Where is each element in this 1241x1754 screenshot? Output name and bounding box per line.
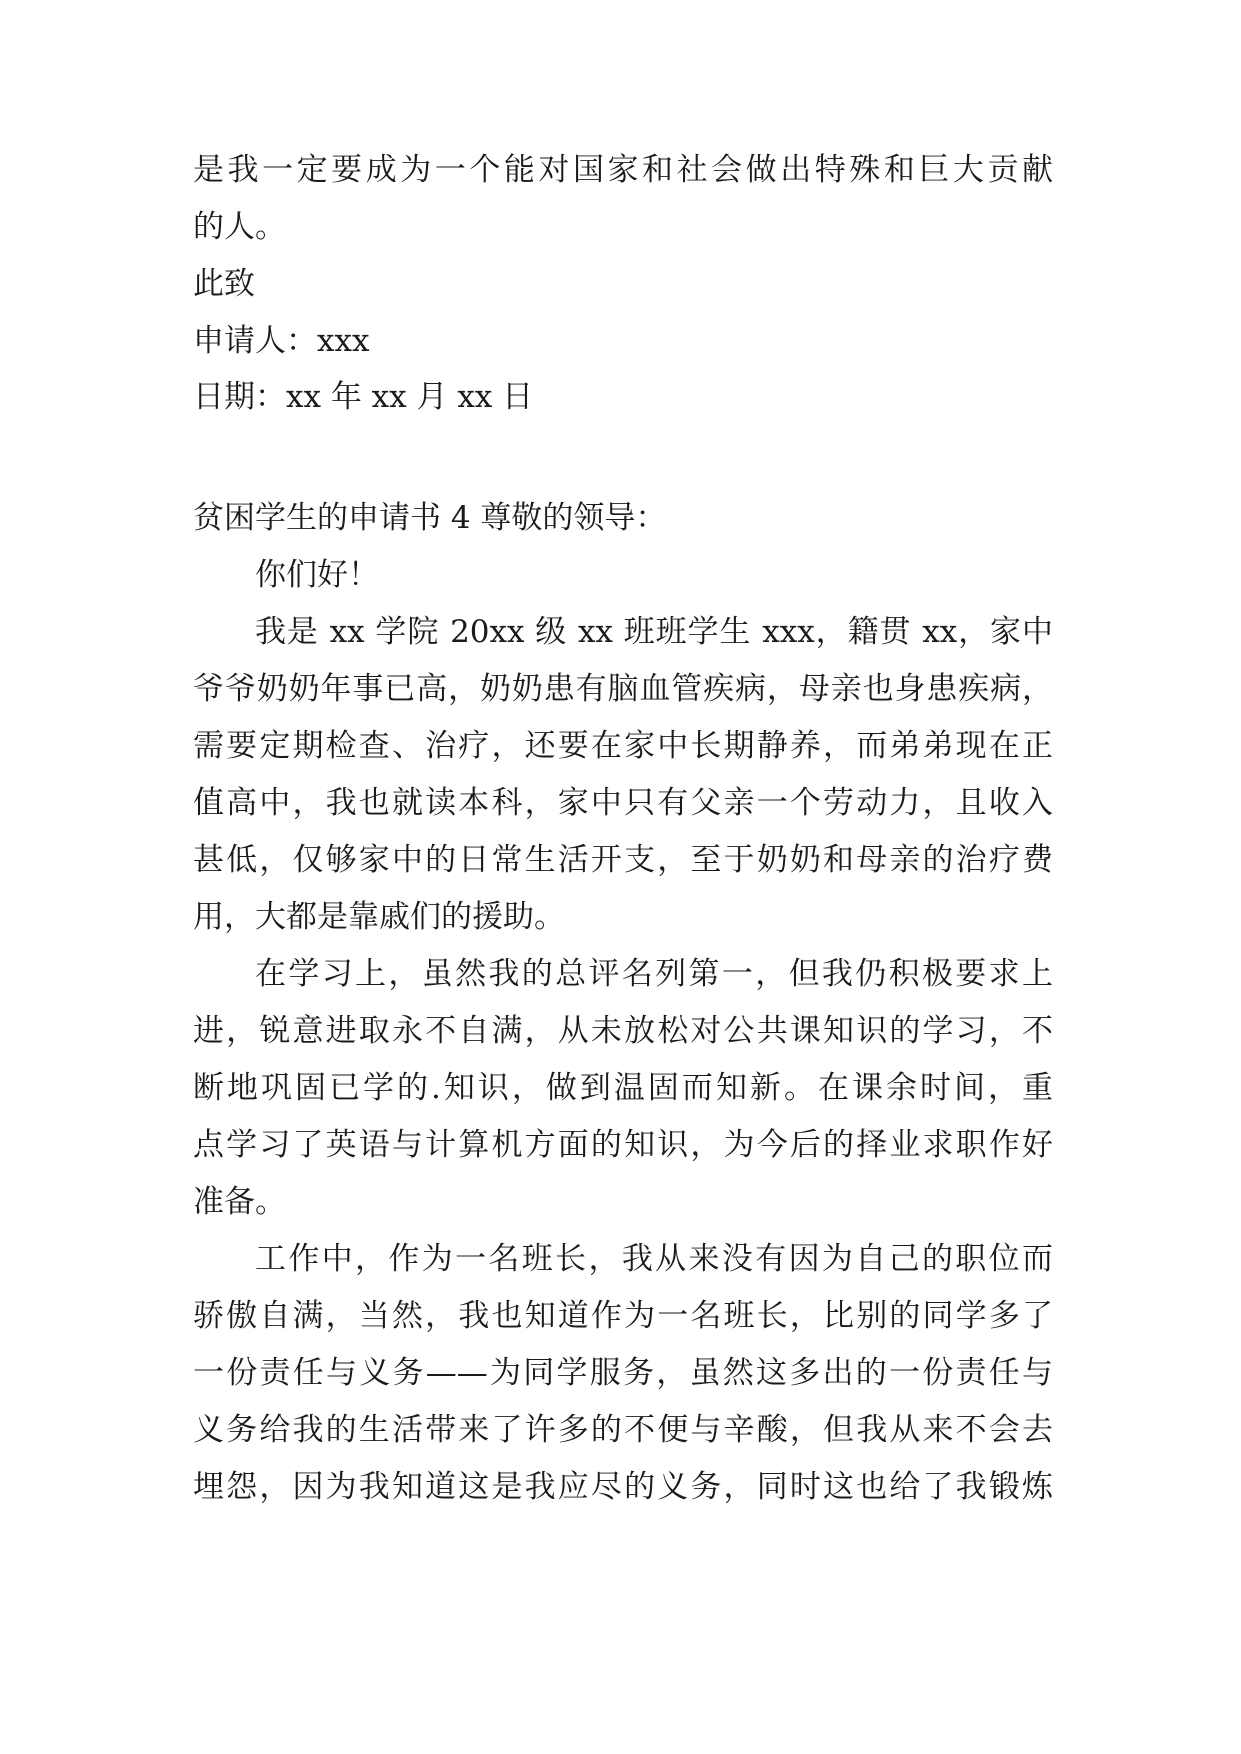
section-heading: 贫困学生的申请书 4 尊敬的领导： — [193, 500, 667, 536]
paragraph-1-line-6: 用，大都是靠戚们的援助。 — [193, 899, 565, 935]
paragraph-3-line-1: 工作中，作为一名班长，我从来没有因为自己的职位而 — [255, 1241, 1053, 1277]
paragraph-2-line-5: 准备。 — [193, 1184, 286, 1220]
paragraph-3-line-4: 义务给我的生活带来了许多的不便与辛酸，但我从来不会去 — [193, 1412, 1053, 1448]
closing-salutation: 此致 — [193, 266, 255, 302]
paragraph-3-line-2: 骄傲自满，当然，我也知道作为一名班长，比别的同学多了 — [193, 1298, 1053, 1334]
greeting: 你们好！ — [255, 557, 379, 593]
paragraph-2-line-1: 在学习上，虽然我的总评名列第一，但我仍积极要求上 — [255, 956, 1053, 992]
paragraph-1-line-2: 爷爷奶奶年事已高，奶奶患有脑血管疾病，母亲也身患疾病， — [193, 671, 1053, 707]
text-line-1: 是我一定要成为一个能对国家和社会做出特殊和巨大贡献 — [193, 152, 1053, 188]
paragraph-1-line-4: 值高中，我也就读本科，家中只有父亲一个劳动力，且收入 — [193, 785, 1053, 821]
paragraph-2-line-4: 点学习了英语与计算机方面的知识，为今后的择业求职作好 — [193, 1127, 1053, 1163]
paragraph-1-line-5: 甚低，仅够家中的日常生活开支，至于奶奶和母亲的治疗费 — [193, 842, 1053, 878]
paragraph-3-line-5: 埋怨，因为我知道这是我应尽的义务，同时这也给了我锻炼 — [193, 1469, 1053, 1505]
applicant-line: 申请人：xxx — [193, 323, 370, 359]
date-line: 日期：xx 年 xx 月 xx 日 — [193, 379, 534, 415]
paragraph-3-line-3: 一份责任与义务——为同学服务，虽然这多出的一份责任与 — [193, 1355, 1053, 1391]
paragraph-1-line-1: 我是 xx 学院 20xx 级 xx 班班学生 xxx，籍贯 xx，家中 — [255, 614, 1053, 650]
paragraph-2-line-2: 进，锐意进取永不自满，从未放松对公共课知识的学习，不 — [193, 1013, 1053, 1049]
text-line-2: 的人。 — [193, 209, 286, 245]
paragraph-1-line-3: 需要定期检查、治疗，还要在家中长期静养，而弟弟现在正 — [193, 728, 1053, 764]
paragraph-2-line-3: 断地巩固已学的.知识，做到温固而知新。在课余时间，重 — [193, 1070, 1053, 1106]
